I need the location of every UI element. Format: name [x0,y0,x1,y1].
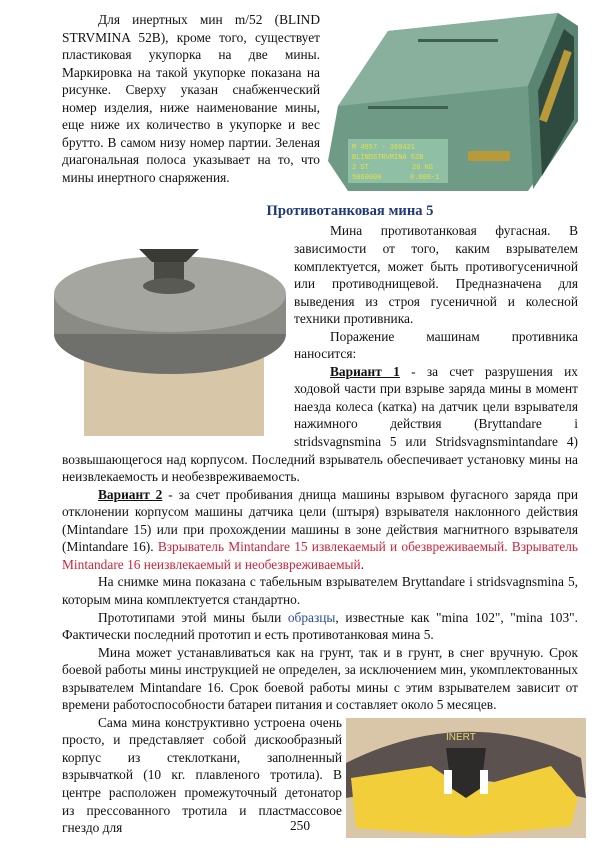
variant-2-end: . [360,556,365,572]
variant-1-label: Вариант 1 [330,363,400,379]
prototypes-text: Прототипами этой мины были [98,609,288,625]
variant-2-text: - за счет пробивания днища машины взрывом фугасного заряда при отклонении корпусом машины датчика цели (штыря) взрывателя наклонного действия (Mintandare 15) или при прохождении машины в зоне действия магнитного взрывателя (Mintandare 16). [62,486,578,555]
damage-intro: Поражение машинам противника наносится: [294,328,578,362]
samples-link[interactable]: образцы [287,609,336,625]
inert-marking: INERT [446,731,476,743]
document-page [62,11,578,838]
prototypes-text-end: , известные как "mina 102", "mina 103". Фактически последний прототип и есть противотанковая мина 5. [62,609,578,643]
construction-paragraph: Сама мина конструктивно устроена очень просто, и представляет собой дискообразный корпус из стеклоткани, заполненный взрывчаткой (10 кг. плавленого тротила). В центре расположен промежуточный детонатор из прессованного тротила и пластмассовое гнездо для [62,714,342,836]
installation-paragraph: Мина может устанавливаться как на грунт, так и в грунт, в снег вручную. Срок боевой работы мины инструкцией не определен, за исключением мин, укомплектованных взрывателем Mintandare 16. Срок боевой работы мины с этим взрывателем зависит от времени работоспособности батареи питания и составляет около 5 месяцев. [62,644,578,713]
crate-label-line2: BLINDSTRVMINA 52B [352,154,424,162]
crate-label-line1: M 4957 - 369421 [352,144,416,152]
section-heading: Противотанковая мина 5 [266,203,434,220]
variant-2-paragraph [62,486,578,574]
variant-1-text: - за счет разрушения их ходовой части при взрыве заряда мины в момент наезда колеса (катка) на датчик цели взрывателя нажимного действия (Bryttandare i stridsvagnsmina 5 или Stridsvagnsmintandare 4) возвышающегося над корпусом. Последний взрыватель обеспечивает установку мины на неизвлекаемость и необезвреживаемость. [62,363,578,485]
prototypes-paragraph [62,609,578,644]
crate-label-qty: 2 ST [352,164,369,172]
mine-photo [54,224,286,436]
page-number: 250 [289,818,311,833]
mine-crate-image [328,11,590,197]
crate-label-lot: 5060000 [352,174,382,182]
intro-paragraph: Для инертных мин m/52 (BLIND STRVMINA 52B), кроме того, существует пластиковая укупорка на две мины. Маркировка на такой укупорке показана на рисунке. Сверху указан снабженческий номер изделия, ниже наименование мины, еще ниже их количество в укупорке и вес брутто. В самом низу номер партии. Зеленая диагональная полоса указывает на то, что мины инертного снаряжения. [62,12,320,185]
description-paragraph: Мина противотанковая фугасная. В зависимости от того, каким взрывателем комплектуется, может быть противогусеничной или противоднищевой. Предназначена для выведения из строя гусеничной и колесной техники противника. [294,223,578,327]
crate-label-weight: 20 KG [412,164,434,172]
photo-caption-paragraph: На снимке мина показана с табельным взрывателем Bryttandare i stridsvagnsmina 5, которым мина комплектуется стандартно. [62,574,578,607]
variant-2-label: Вариант 2 [98,486,163,502]
fuze-note-red: Взрыватель Mintandare 15 извлекаемый и обезвреживаемый. Взрыватель Mintandare 16 неизвлекаемый и необезвреживаемый [62,539,579,572]
crate-label-lot2: 0.000-1 [410,174,440,182]
